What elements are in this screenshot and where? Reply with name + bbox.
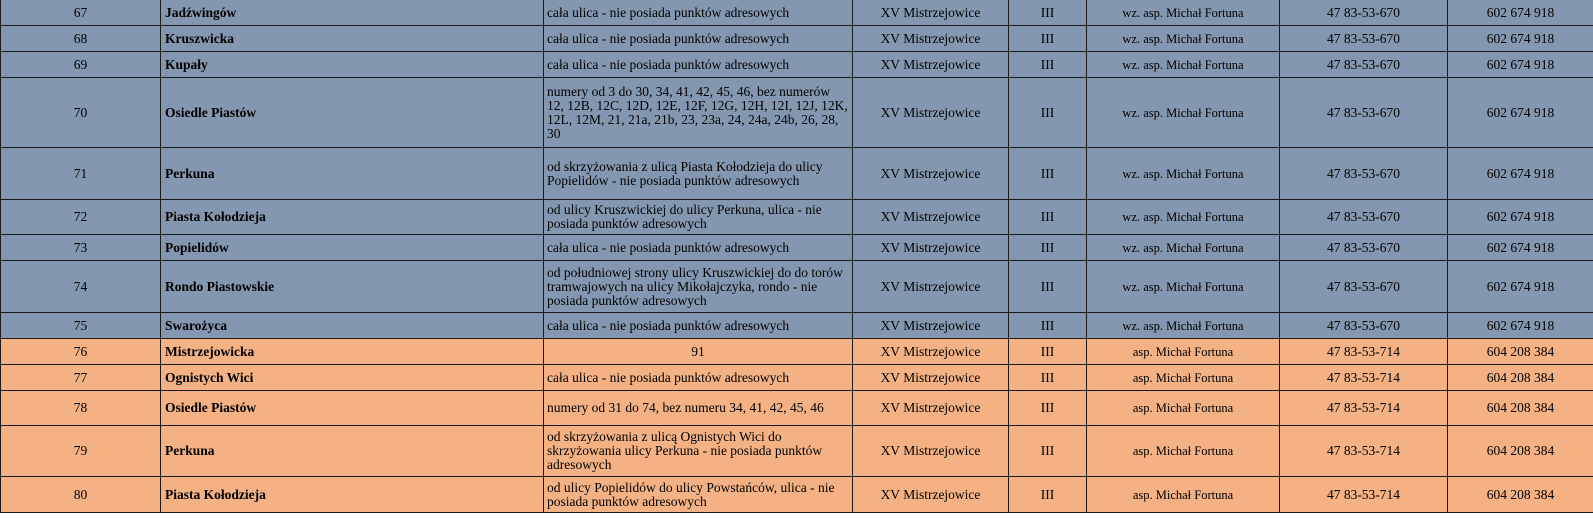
district-name-cell: XV Mistrzejowice bbox=[853, 148, 1009, 200]
phone-number-cell: 47 83-53-670 bbox=[1280, 0, 1448, 26]
table-row bbox=[1, 26, 1593, 52]
district-name-cell: XV Mistrzejowice bbox=[853, 365, 1009, 391]
sector-number-cell: III bbox=[1009, 52, 1087, 78]
phone-number-cell: 47 83-53-670 bbox=[1280, 78, 1448, 148]
phone-number-cell: 47 83-53-670 bbox=[1280, 235, 1448, 261]
sector-number-cell: III bbox=[1009, 0, 1087, 26]
street-name-cell: Mistrzejowicka bbox=[161, 339, 544, 365]
district-name-cell: XV Mistrzejowice bbox=[853, 261, 1009, 313]
district-name-cell: XV Mistrzejowice bbox=[853, 391, 1009, 426]
table-row bbox=[1, 477, 1593, 513]
officer-name-cell: wz. asp. Michał Fortuna bbox=[1087, 0, 1280, 26]
officer-name-cell: asp. Michał Fortuna bbox=[1087, 391, 1280, 426]
street-name-cell: Rondo Piastowskie bbox=[161, 261, 544, 313]
row-number-cell: 70 bbox=[1, 78, 161, 148]
street-name-cell: Osiedle Piastów bbox=[161, 78, 544, 148]
district-name-cell: XV Mistrzejowice bbox=[853, 477, 1009, 513]
mobile-number-cell: 602 674 918 bbox=[1448, 235, 1593, 261]
row-number-cell: 73 bbox=[1, 235, 161, 261]
officer-name-cell: wz. asp. Michał Fortuna bbox=[1087, 261, 1280, 313]
phone-number-cell: 47 83-53-670 bbox=[1280, 148, 1448, 200]
address-range-cell: numery od 31 do 74, bez numeru 34, 41, 42, 45, 46 bbox=[544, 391, 853, 426]
district-name-cell: XV Mistrzejowice bbox=[853, 26, 1009, 52]
sector-number-cell: III bbox=[1009, 26, 1087, 52]
table-row bbox=[1, 261, 1593, 313]
address-range-cell: cała ulica - nie posiada punktów adresowych bbox=[544, 52, 853, 78]
street-name-cell: Osiedle Piastów bbox=[161, 391, 544, 426]
officer-name-cell: wz. asp. Michał Fortuna bbox=[1087, 52, 1280, 78]
mobile-number-cell: 602 674 918 bbox=[1448, 78, 1593, 148]
street-name-cell: Ognistych Wici bbox=[161, 365, 544, 391]
sector-number-cell: III bbox=[1009, 261, 1087, 313]
phone-number-cell: 47 83-53-714 bbox=[1280, 339, 1448, 365]
street-name-cell: Perkuna bbox=[161, 426, 544, 477]
mobile-number-cell: 604 208 384 bbox=[1448, 365, 1593, 391]
officer-name-cell: wz. asp. Michał Fortuna bbox=[1087, 235, 1280, 261]
address-range-cell: cała ulica - nie posiada punktów adresowych bbox=[544, 235, 853, 261]
street-name-cell: Popielidów bbox=[161, 235, 544, 261]
table-row bbox=[1, 391, 1593, 426]
row-number-cell: 67 bbox=[1, 0, 161, 26]
table-row bbox=[1, 365, 1593, 391]
row-number-cell: 78 bbox=[1, 391, 161, 426]
row-number-cell: 79 bbox=[1, 426, 161, 477]
mobile-number-cell: 604 208 384 bbox=[1448, 391, 1593, 426]
mobile-number-cell: 602 674 918 bbox=[1448, 0, 1593, 26]
district-name-cell: XV Mistrzejowice bbox=[853, 0, 1009, 26]
address-range-cell: cała ulica - nie posiada punktów adresowych bbox=[544, 26, 853, 52]
district-name-cell: XV Mistrzejowice bbox=[853, 426, 1009, 477]
address-range-cell: cała ulica - nie posiada punktów adresowych bbox=[544, 0, 853, 26]
sector-number-cell: III bbox=[1009, 148, 1087, 200]
mobile-number-cell: 602 674 918 bbox=[1448, 313, 1593, 339]
address-range-cell: od skrzyżowania z ulicą Ognistych Wici do skrzyżowania ulicy Perkuna - nie posiada punktów adresowych bbox=[544, 426, 853, 477]
officer-name-cell: wz. asp. Michał Fortuna bbox=[1087, 26, 1280, 52]
officer-name-cell: wz. asp. Michał Fortuna bbox=[1087, 78, 1280, 148]
officer-name-cell: wz. asp. Michał Fortuna bbox=[1087, 313, 1280, 339]
phone-number-cell: 47 83-53-670 bbox=[1280, 200, 1448, 235]
phone-number-cell: 47 83-53-670 bbox=[1280, 52, 1448, 78]
sector-number-cell: III bbox=[1009, 477, 1087, 513]
sector-number-cell: III bbox=[1009, 235, 1087, 261]
phone-number-cell: 47 83-53-714 bbox=[1280, 391, 1448, 426]
table-row bbox=[1, 148, 1593, 200]
table-row bbox=[1, 339, 1593, 365]
address-range-cell: od skrzyżowania z ulicą Piasta Kołodzieja do ulicy Popielidów - nie posiada punktów adresowych bbox=[544, 148, 853, 200]
phone-number-cell: 47 83-53-670 bbox=[1280, 26, 1448, 52]
table-row bbox=[1, 0, 1593, 26]
mobile-number-cell: 604 208 384 bbox=[1448, 477, 1593, 513]
sector-number-cell: III bbox=[1009, 339, 1087, 365]
officer-name-cell: wz. asp. Michał Fortuna bbox=[1087, 200, 1280, 235]
row-number-cell: 72 bbox=[1, 200, 161, 235]
table-row bbox=[1, 313, 1593, 339]
district-name-cell: XV Mistrzejowice bbox=[853, 313, 1009, 339]
row-number-cell: 80 bbox=[1, 477, 161, 513]
sector-number-cell: III bbox=[1009, 78, 1087, 148]
street-name-cell: Piasta Kołodzieja bbox=[161, 477, 544, 513]
street-name-cell: Perkuna bbox=[161, 148, 544, 200]
phone-number-cell: 47 83-53-714 bbox=[1280, 477, 1448, 513]
row-number-cell: 76 bbox=[1, 339, 161, 365]
sector-number-cell: III bbox=[1009, 313, 1087, 339]
phone-number-cell: 47 83-53-714 bbox=[1280, 365, 1448, 391]
address-range-cell: od ulicy Kruszwickiej do ulicy Perkuna, ulica - nie posiada punktów adresowych bbox=[544, 200, 853, 235]
table-row bbox=[1, 426, 1593, 477]
sector-number-cell: III bbox=[1009, 365, 1087, 391]
mobile-number-cell: 602 674 918 bbox=[1448, 200, 1593, 235]
table-row bbox=[1, 52, 1593, 78]
address-range-cell: cała ulica - nie posiada punktów adresowych bbox=[544, 313, 853, 339]
street-name-cell: Jadźwingów bbox=[161, 0, 544, 26]
address-range-cell: cała ulica - nie posiada punktów adresowych bbox=[544, 365, 853, 391]
sector-number-cell: III bbox=[1009, 200, 1087, 235]
officer-name-cell: asp. Michał Fortuna bbox=[1087, 426, 1280, 477]
row-number-cell: 75 bbox=[1, 313, 161, 339]
officer-name-cell: wz. asp. Michał Fortuna bbox=[1087, 148, 1280, 200]
mobile-number-cell: 602 674 918 bbox=[1448, 148, 1593, 200]
row-number-cell: 69 bbox=[1, 52, 161, 78]
table-body bbox=[1, 0, 1593, 513]
mobile-number-cell: 602 674 918 bbox=[1448, 26, 1593, 52]
street-name-cell: Piasta Kołodzieja bbox=[161, 200, 544, 235]
district-name-cell: XV Mistrzejowice bbox=[853, 339, 1009, 365]
district-name-cell: XV Mistrzejowice bbox=[853, 235, 1009, 261]
mobile-number-cell: 604 208 384 bbox=[1448, 339, 1593, 365]
street-name-cell: Swarożyca bbox=[161, 313, 544, 339]
phone-number-cell: 47 83-53-714 bbox=[1280, 426, 1448, 477]
officer-name-cell: asp. Michał Fortuna bbox=[1087, 339, 1280, 365]
address-range-cell: od południowej strony ulicy Kruszwickiej do do torów tramwajowych na ulicy Mikołajczyka, rondo - nie posiada punktów adresowych bbox=[544, 261, 853, 313]
sector-number-cell: III bbox=[1009, 426, 1087, 477]
mobile-number-cell: 604 208 384 bbox=[1448, 426, 1593, 477]
street-name-cell: Kupały bbox=[161, 52, 544, 78]
mobile-number-cell: 602 674 918 bbox=[1448, 261, 1593, 313]
district-name-cell: XV Mistrzejowice bbox=[853, 52, 1009, 78]
address-range-cell: numery od 3 do 30, 34, 41, 42, 45, 46, bez numerów 12, 12B, 12C, 12D, 12E, 12F, 12G, 12H, 12I, 12J, 12K, 12L, 12M, 21, 21a, 21b, 23, 23a, 24, 24a, 24b, 26, 28, 30 bbox=[544, 78, 853, 148]
officer-name-cell: asp. Michał Fortuna bbox=[1087, 477, 1280, 513]
row-number-cell: 77 bbox=[1, 365, 161, 391]
table-row bbox=[1, 235, 1593, 261]
district-name-cell: XV Mistrzejowice bbox=[853, 200, 1009, 235]
phone-number-cell: 47 83-53-670 bbox=[1280, 313, 1448, 339]
address-range-cell: od ulicy Popielidów do ulicy Powstańców, ulica - nie posiada punktów adresowych bbox=[544, 477, 853, 513]
table-row bbox=[1, 78, 1593, 148]
officer-name-cell: asp. Michał Fortuna bbox=[1087, 365, 1280, 391]
sector-number-cell: III bbox=[1009, 391, 1087, 426]
row-number-cell: 71 bbox=[1, 148, 161, 200]
row-number-cell: 74 bbox=[1, 261, 161, 313]
district-name-cell: XV Mistrzejowice bbox=[853, 78, 1009, 148]
street-name-cell: Kruszwicka bbox=[161, 26, 544, 52]
row-number-cell: 68 bbox=[1, 26, 161, 52]
address-range-cell: 91 bbox=[544, 339, 853, 365]
phone-number-cell: 47 83-53-670 bbox=[1280, 261, 1448, 313]
mobile-number-cell: 602 674 918 bbox=[1448, 52, 1593, 78]
table-row bbox=[1, 200, 1593, 235]
